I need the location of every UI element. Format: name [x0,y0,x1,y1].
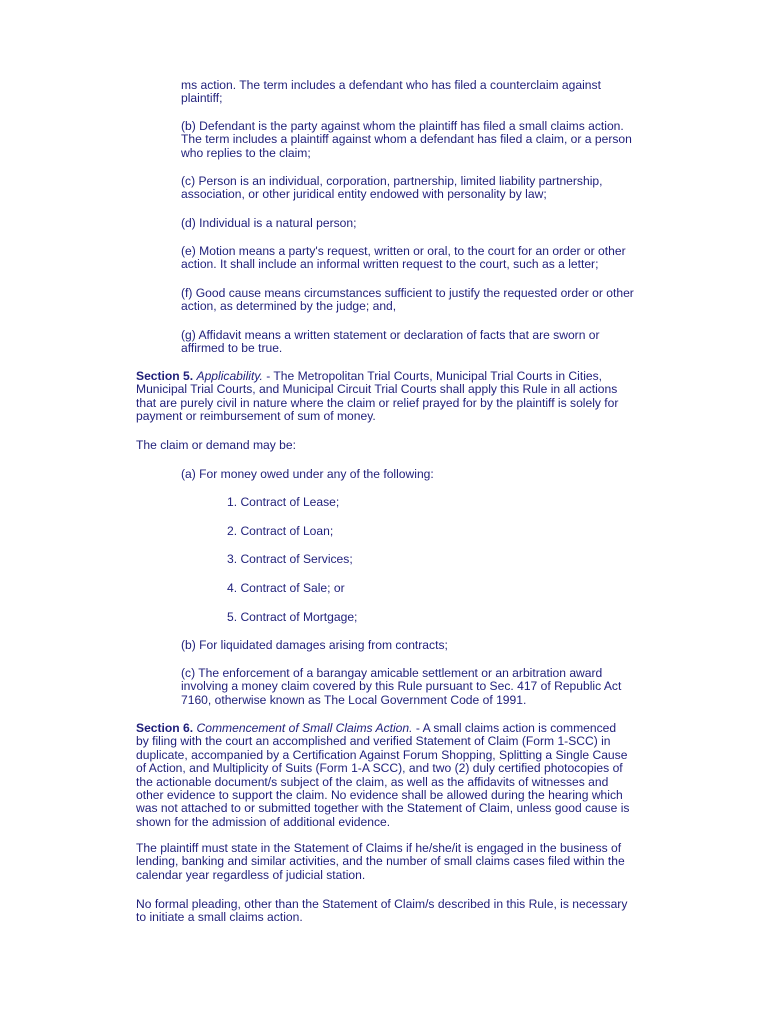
section-6-title: Commencement of Small Claims Action. [196,721,413,735]
section-6-label: Section 6. [136,721,194,735]
definition-d: (d) Individual is a natural person; [181,216,357,230]
contract-item: 4. Contract of Sale; or [227,581,345,595]
section-5-paragraph: Section 5. Applicability. - The Metropolitan Trial Courts, Municipal Trial Courts in Cities, Municipal Trial Courts, and Municipal Circuit Trial Courts shall apply this Rule in all actions that are purely civil in nature where the claim or relief prayed for by the plaintiff is solely for payment or reimbursement of sum of money. [136,369,619,424]
claim-item-a: (a) For money owed under any of the following: [181,467,434,481]
definition-e: (e) Motion means a party's request, written or oral, to the court for an order or other action. It shall include an informal written request to the court, such as a letter; [181,244,626,272]
definition-c: (c) Person is an individual, corporation, partnership, limited liability partnership, association, or other juridical entity endowed with personality by law; [181,174,603,202]
section-6-paragraph: Section 6. Commencement of Small Claims Action. - A small claims action is commenced by filing with the court an accomplished and verified Statement of Claim (Form 1-SCC) in duplicate, accompanied by a Certification Against Forum Shopping, Splitting a Single Cause of Action, and Multiplicity of Suits (Form 1-A SCC), and two (2) duly certified photocopies of the actionable document/s subject of the claim, as well as the affidavits of witnesses and other evidence to support the claim. No evidence shall be allowed during the hearing which was not attached to or submitted together with the Statement of Claim, unless good cause is shown for the admission of additional evidence. [136,721,630,829]
definition-b: (b) Defendant is the party against whom the plaintiff has filed a small claims action. The term includes a plaintiff against whom a defendant has filed a claim, or a person who replies to the claim; [181,119,632,160]
claim-item-b: (b) For liquidated damages arising from contracts; [181,638,448,652]
definition-g: (g) Affidavit means a written statement or declaration of facts that are sworn or affirmed to be true. [181,328,600,356]
contract-item: 1. Contract of Lease; [227,495,340,509]
definition-f: (f) Good cause means circumstances sufficient to justify the requested order or other action, as determined by the judge; and, [181,286,634,314]
claim-item-c: (c) The enforcement of a barangay amicable settlement or an arbitration award involving a money claim covered by this Rule pursuant to Sec. 417 of Republic Act 7160, otherwise known as The Local Government Code of 1991. [181,666,622,707]
section-5-label: Section 5. [136,369,194,383]
claim-intro: The claim or demand may be: [136,438,296,452]
section-5-title: Applicability. [196,369,263,383]
contract-item: 3. Contract of Services; [227,552,353,566]
contract-item: 5. Contract of Mortgage; [227,610,358,624]
definition-a-continued: ms action. The term includes a defendant who has filed a counterclaim against plaintiff; [181,78,601,106]
section-6-paragraph-2: The plaintiff must state in the Statement of Claims if he/she/it is engaged in the business of lending, banking and similar activities, and the number of small claims cases filed within the calendar year regardless of judicial station. [136,841,625,882]
section-6-paragraph-3: No formal pleading, other than the Statement of Claim/s described in this Rule, is necessary to initiate a small claims action. [136,897,628,925]
contract-item: 2. Contract of Loan; [227,524,334,538]
